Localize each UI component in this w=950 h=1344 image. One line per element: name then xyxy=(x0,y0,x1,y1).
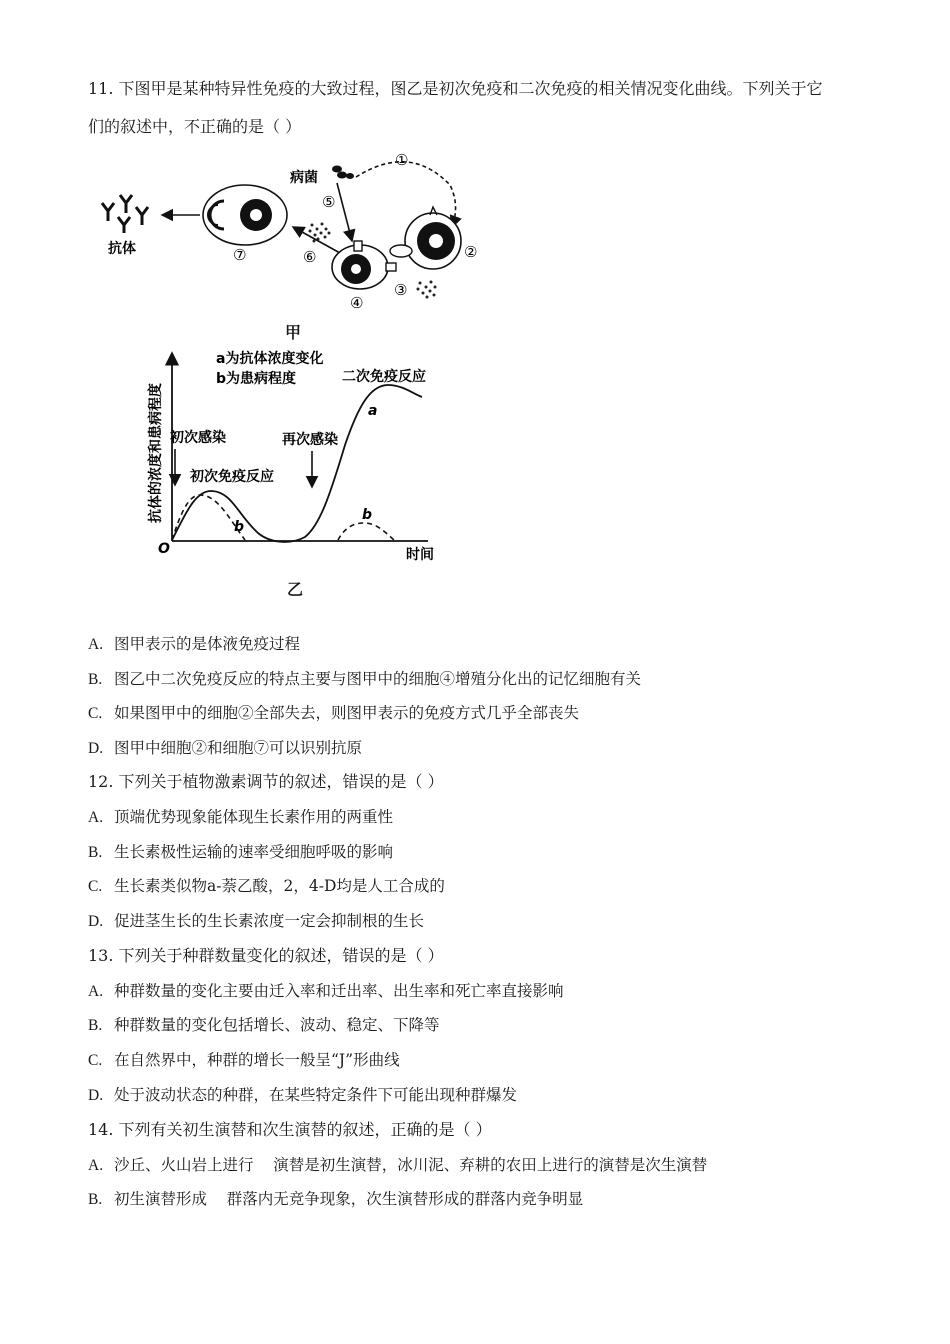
t-cell-2 xyxy=(390,207,461,269)
q11-option-b[interactable]: B. 图乙中二次免疫反应的特点主要与图甲中的细胞④增殖分化出的记忆细胞有关 xyxy=(88,670,642,688)
speckles-3 xyxy=(417,281,437,299)
q11-stem-line1: 11. 下图甲是某种特异性免疫的大致过程，图乙是初次免疫和二次免疫的相关情况变化曲线。下列关于它 xyxy=(88,79,823,98)
q13-option-d[interactable]: D. 处于波动状态的种群，在某些特定条件下可能出现种群爆发 xyxy=(88,1086,518,1104)
figure-yi xyxy=(140,345,460,575)
q12-option-d[interactable]: D. 促进茎生长的生长素浓度一定会抑制根的生长 xyxy=(88,912,425,930)
plasma-cell-7 xyxy=(203,185,287,245)
label-6: ⑥ xyxy=(303,248,317,266)
curve-a xyxy=(172,385,422,542)
speckles-6 xyxy=(309,223,331,243)
label-3: ③ xyxy=(394,281,408,299)
q14-stem: 14. 下列有关初生演替和次生演替的叙述，正确的是（ ） xyxy=(88,1120,492,1139)
second-response-label: 二次免疫反应 xyxy=(342,369,426,385)
q13-option-b[interactable]: B. 种群数量的变化包括增长、波动、稳定、下降等 xyxy=(88,1016,440,1034)
label-2: ② xyxy=(464,243,478,261)
q11-stem-line2: 们的叙述中，不正确的是（ ） xyxy=(88,117,302,136)
label-7: ⑦ xyxy=(233,246,247,264)
figure-jia-caption: 甲 xyxy=(285,323,302,342)
q13-stem: 13. 下列关于种群数量变化的叙述，错误的是（ ） xyxy=(88,946,444,965)
q14-option-a[interactable]: A. 沙丘、火山岩上进行 演替是初生演替，冰川泥、弃耕的农田上进行的演替是次生演替 xyxy=(88,1156,708,1174)
q12-option-b[interactable]: B. 生长素极性运输的速率受细胞呼吸的影响 xyxy=(88,843,394,861)
curve-b1-label: b xyxy=(234,519,245,535)
pathogen-icon xyxy=(332,166,354,180)
q12-option-a[interactable]: A. 顶端优势现象能体现生长素作用的两重性 xyxy=(88,808,394,826)
legend-b: b为患病程度 xyxy=(216,371,297,387)
figure-jia xyxy=(90,145,510,345)
label-1: ① xyxy=(395,151,409,169)
q12-option-c[interactable]: C. 生长素类似物a-萘乙酸，2，4-D均是人工合成的 xyxy=(88,877,445,895)
first-infection-label: 初次感染 xyxy=(170,430,226,446)
figure-yi-caption: 乙 xyxy=(287,580,304,599)
reinfection-label: 再次感染 xyxy=(282,432,338,448)
curve-b2-label: b xyxy=(362,507,373,523)
y-axis-label: 抗体的浓度和患病程度 xyxy=(148,383,164,523)
q11-option-a[interactable]: A. 图甲表示的是体液免疫过程 xyxy=(88,635,301,653)
x-axis-label: 时间 xyxy=(406,547,434,563)
pathogen-label: 病菌 xyxy=(290,170,318,186)
q14-option-b[interactable]: B. 初生演替形成 群落内无竞争现象，次生演替形成的群落内竞争明显 xyxy=(88,1190,584,1208)
label-5: ⑤ xyxy=(322,193,336,211)
q11-option-d[interactable]: D. 图甲中细胞②和细胞⑦可以识别抗原 xyxy=(88,739,363,757)
curve-b2 xyxy=(338,523,394,540)
b-cell-4 xyxy=(332,241,396,289)
q13-option-a[interactable]: A. 种群数量的变化主要由迁入率和迁出率、出生率和死亡率直接影响 xyxy=(88,982,564,1000)
antibody-icon xyxy=(102,195,148,233)
first-response-label: 初次免疫反应 xyxy=(190,469,274,485)
q12-stem: 12. 下列关于植物激素调节的叙述，错误的是（ ） xyxy=(88,772,444,791)
origin-label: O xyxy=(158,541,170,557)
legend-a: a为抗体浓度变化 xyxy=(216,351,324,367)
label-4: ④ xyxy=(350,294,364,312)
q11-option-c[interactable]: C. 如果图甲中的细胞②全部失去，则图甲表示的免疫方式几乎全部丧失 xyxy=(88,704,580,722)
curve-a-label: a xyxy=(368,403,378,419)
q13-option-c[interactable]: C. 在自然界中，种群的增长一般呈“J”形曲线 xyxy=(88,1051,400,1069)
antibody-label: 抗体 xyxy=(108,241,136,257)
